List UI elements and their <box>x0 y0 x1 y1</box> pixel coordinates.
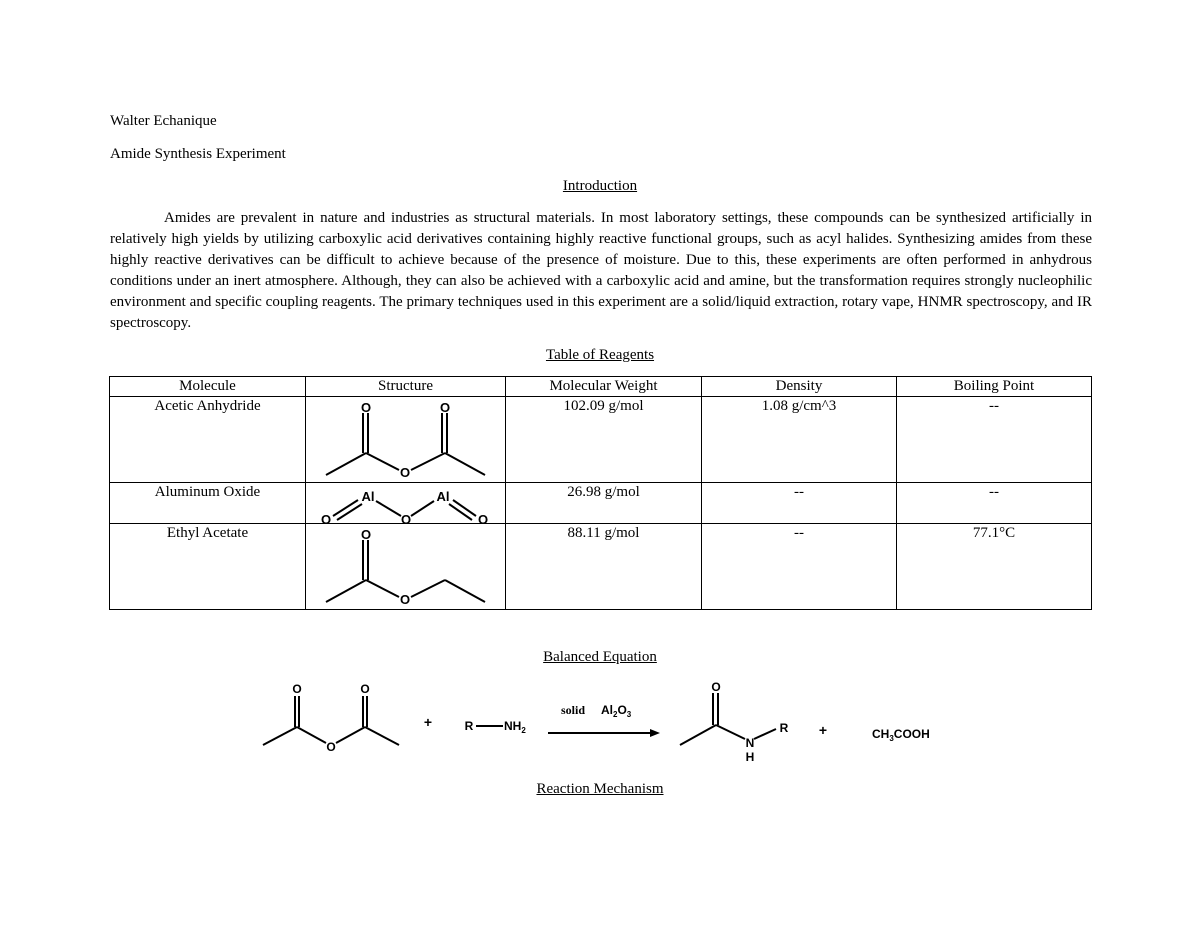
balanced-equation-heading: Balanced Equation <box>543 649 657 665</box>
byproduct-acetic-acid: $CH_3COOH$ <box>872 727 930 743</box>
cell-molecular-weight: 26.98 g/mol <box>506 483 702 524</box>
atom-o: O <box>292 682 302 696</box>
atom-h: H <box>745 750 755 764</box>
aluminum-oxide-diagram <box>306 483 504 525</box>
ethyl-acetate-diagram <box>306 524 504 609</box>
introduction-text: Amides are prevalent in nature and industries as structural materials. In most laboratory settings, these compounds can be synthesized artificially in relatively high yields by utilizing carboxylic acid derivatives containing highly reactive functional groups, such as acyl halides. Synthesizing amides from these highly reactive derivatives can be difficult to achieve because of the presence of moisture. Due to this, these experiments are often performed in anhydrous conditions under an inert atmosphere. Although, they can also be achieved with a carboxylic acid and amine, but the transformation requires strongly nucleophilic environment and specific coupling reagents. The primary techniques used in this experiment are a solid/liquid extraction, rotary vape, HNMR spectroscopy, and IR spectroscopy. <box>110 210 1092 331</box>
cell-molecular-weight: 102.09 g/mol <box>506 397 702 483</box>
header-density: Density <box>702 377 897 397</box>
document-title: Amide Synthesis Experiment <box>110 146 286 162</box>
atom-o: O <box>399 592 411 607</box>
header-boiling-point: Boiling Point <box>897 377 1092 397</box>
cell-density: -- <box>702 483 897 524</box>
reagents-table <box>109 376 1092 610</box>
atom-n: N <box>745 736 755 750</box>
cell-boiling-point: -- <box>897 397 1092 483</box>
atom-o: O <box>711 680 721 694</box>
amine-r-group: R <box>464 719 474 733</box>
cell-density: -- <box>702 524 897 610</box>
ethyl-acetate-structure <box>306 524 506 610</box>
aluminum-oxide-structure <box>306 483 506 524</box>
header-molecule: Molecule <box>110 377 306 397</box>
author-name: Walter Echanique <box>110 113 217 129</box>
atom-o: O <box>360 682 370 696</box>
cell-molecule: Ethyl Acetate <box>110 524 306 610</box>
atom-al: Al <box>436 489 450 504</box>
atom-o: O <box>320 512 332 525</box>
cell-molecule: Aluminum Oxide <box>110 483 306 524</box>
atom-o: O <box>477 512 489 525</box>
plus-sign: + <box>423 714 433 730</box>
cell-density: 1.08 g/cm^3 <box>702 397 897 483</box>
cell-molecular-weight: 88.11 g/mol <box>506 524 702 610</box>
atom-o: O <box>400 512 412 525</box>
table-row <box>110 483 1092 524</box>
introduction-paragraph <box>110 208 1092 334</box>
cell-boiling-point: 77.1°C <box>897 524 1092 610</box>
acetic-anhydride-diagram <box>306 397 504 482</box>
amine-nh: $NH_2$ <box>504 719 526 735</box>
introduction-heading: Introduction <box>562 178 638 194</box>
atom-o: O <box>439 400 451 415</box>
atom-o: O <box>360 527 372 542</box>
atom-o: O <box>326 740 336 754</box>
acetic-anhydride-structure <box>306 397 506 483</box>
reaction-mechanism-heading: Reaction Mechanism <box>536 781 664 797</box>
plus-sign: + <box>818 722 828 738</box>
table-row <box>110 397 1092 483</box>
atom-al: Al <box>361 489 375 504</box>
table-header-row <box>110 377 1092 397</box>
header-molecular-weight: Molecular Weight <box>506 377 702 397</box>
balanced-equation-diagram <box>0 676 1200 776</box>
product-r-group: R <box>779 721 789 735</box>
cell-boiling-point: -- <box>897 483 1092 524</box>
condition-solid: solid <box>561 703 586 717</box>
atom-o: O <box>399 465 411 480</box>
condition-al2o3: $Al_2O_3$ <box>601 703 632 719</box>
atom-o: O <box>360 400 372 415</box>
table-row <box>110 524 1092 610</box>
cell-molecule: Acetic Anhydride <box>110 397 306 483</box>
header-structure: Structure <box>306 377 506 397</box>
reagents-heading: Table of Reagents <box>545 347 655 363</box>
